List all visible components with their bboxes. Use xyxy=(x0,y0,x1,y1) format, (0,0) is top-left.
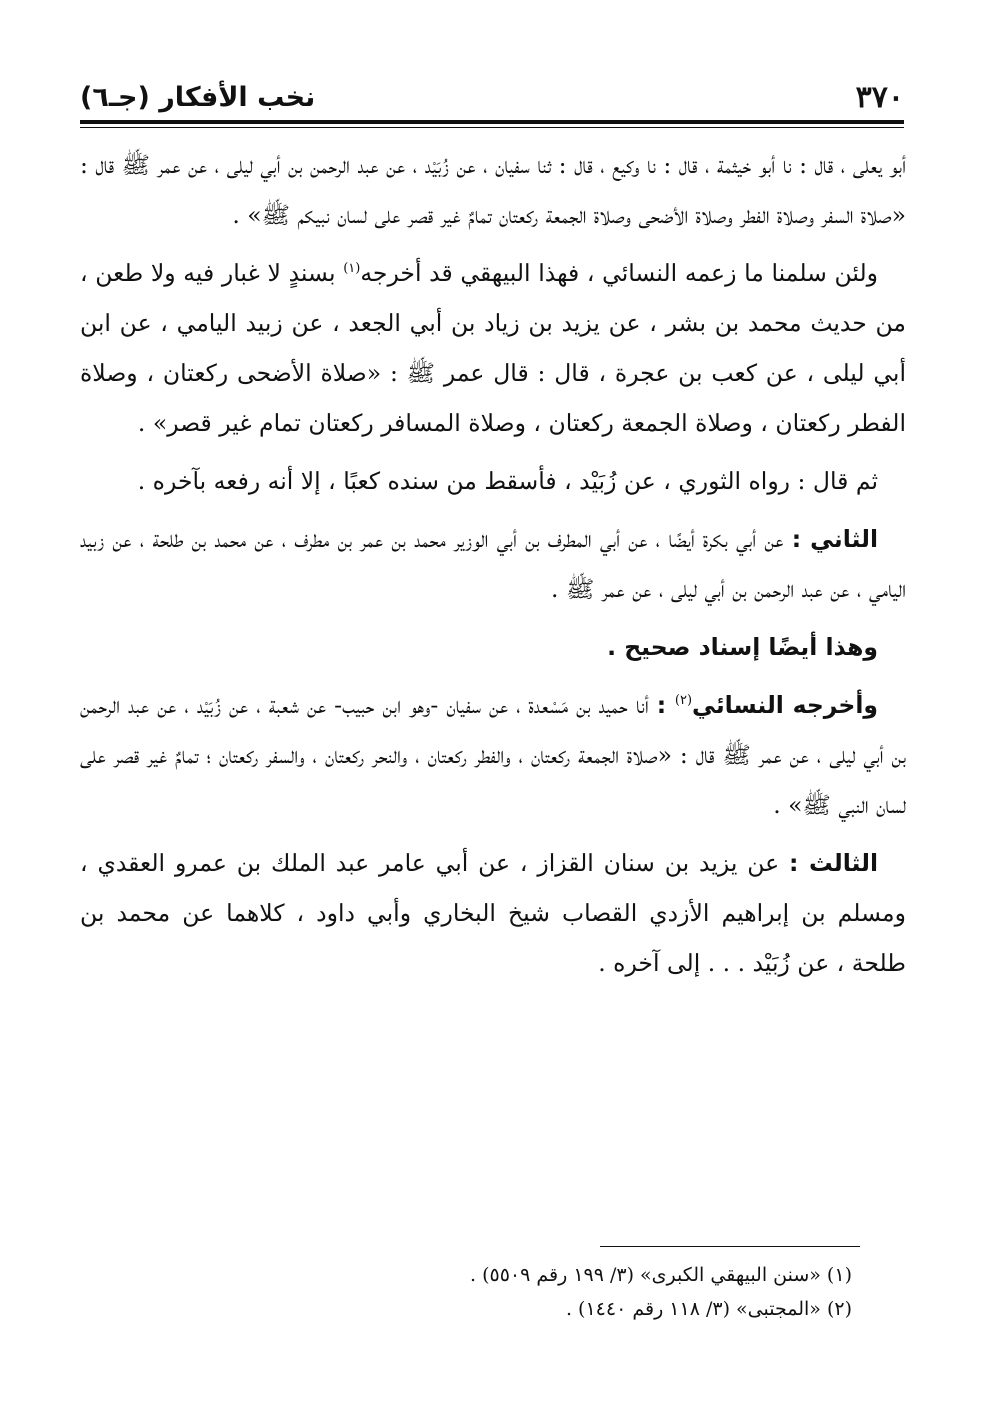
footnote-ref-2[interactable]: (٢) xyxy=(674,693,693,709)
header-rule-thick xyxy=(80,120,904,124)
paragraph-3 xyxy=(80,456,906,506)
footnote-1: (١) «سنن البيهقي الكبرى» (٣/ ١٩٩ رقم ٥٥٠٩) . xyxy=(470,1264,852,1286)
paragraph-6 xyxy=(80,680,906,830)
paragraph-text: عن أبي بكرة أيضًا ، عن أبي المطرف بن أبي الوزير محمد بن عمر بن مطرف ، عن محمد بن طلحة ، عن زبيد اليامي ، عن عبد الرحمن بن أبي ليلى ، عن عمر ﷺ . xyxy=(80,525,906,603)
paragraph-text: ولئن سلمنا ما زعمه النسائي ، فهذا البيهقي قد أخرجه xyxy=(360,259,878,287)
footnote-2: (٢) «المجتبى» (٣/ ١١٨ رقم ١٤٤٠) . xyxy=(565,1298,852,1320)
running-header xyxy=(80,78,904,122)
paragraph-text: وهذا أيضًا إسناد صحيح . xyxy=(607,633,878,661)
paragraph-text: ثم قال : رواه الثوري ، عن زُبَيْد ، فأسقط من سنده كعبًا ، إلا أنه رفعه بآخره . xyxy=(137,467,878,495)
paragraph-7 xyxy=(80,838,906,988)
paragraph-text: بسندٍ لا غبار فيه ولا طعن ، من حديث محمد بن بشر ، عن يزيد بن زياد بن أبي الجعد ، عن زبيد اليامي ، عن ابن أبي ليلى ، عن كعب بن عجرة ، قال : قال عمر ﷺ : «صلاة الأضحى ركعتان ، وصلاة الفطر ركعتان ، وصلاة الجمعة ركعتان ، وصلاة المسافر ركعتان تمام غير قصر» . xyxy=(80,259,906,437)
paragraph-4 xyxy=(80,514,906,614)
section-lead-nasai: وأخرجه النسائي xyxy=(692,691,878,719)
page-number: ٣٧٠ xyxy=(855,80,904,115)
paragraph-1 xyxy=(80,140,906,240)
paragraph-text: أنا حميد بن مَسْعدة ، عن سفيان -وهو ابن حبيب- عن شعبة ، عن زُبَيْد ، عن عبد الرحمن بن أبي ليلى ، عن عمر ﷺ قال : «صلاة الجمعة ركعتان ، والفطر ركعتان ، والنحر ركعتان ، والسفر ركعتان ؛ تمامٌ غير قصر على لسان النبي ﷺ» . xyxy=(80,691,906,819)
section-lead-second: الثاني : xyxy=(791,525,878,553)
main-text xyxy=(80,140,906,996)
book-title: نخب الأفكار (جـ٦) xyxy=(80,82,316,113)
paragraph-text: عن يزيد بن سنان القزاز ، عن أبي عامر عبد الملك بن عمرو العقدي ، ومسلم بن إبراهيم الأزدي القصاب شيخ البخاري وأبي داود ، كلاهما عن محمد بن طلحة ، عن زُبَيْد . . . إلى آخره . xyxy=(80,849,906,977)
section-lead-third: الثالث : xyxy=(789,849,878,877)
paragraph-2 xyxy=(80,248,906,448)
footnote-separator xyxy=(600,1246,860,1247)
section-lead-colon: : xyxy=(656,691,675,719)
header-rule-thin xyxy=(80,127,904,128)
footnotes xyxy=(80,1258,852,1326)
paragraph-text: أبو يعلى ، قال : نا أبو خيثمة ، قال : نا وكيع ، قال : ثنا سفيان ، عن زُبَيْد ، عن عبد الرحمن بن أبي ليلى ، عن عمر ﷺ قال : «صلاة السفر وصلاة الفطر وصلاة الأضحى وصلاة الجمعة ركعتان تمامٌ غير قصر على لسان نبيكم ﷺ» . xyxy=(80,151,906,229)
footnote-ref-1[interactable]: (١) xyxy=(343,261,361,277)
paragraph-5 xyxy=(80,622,906,672)
